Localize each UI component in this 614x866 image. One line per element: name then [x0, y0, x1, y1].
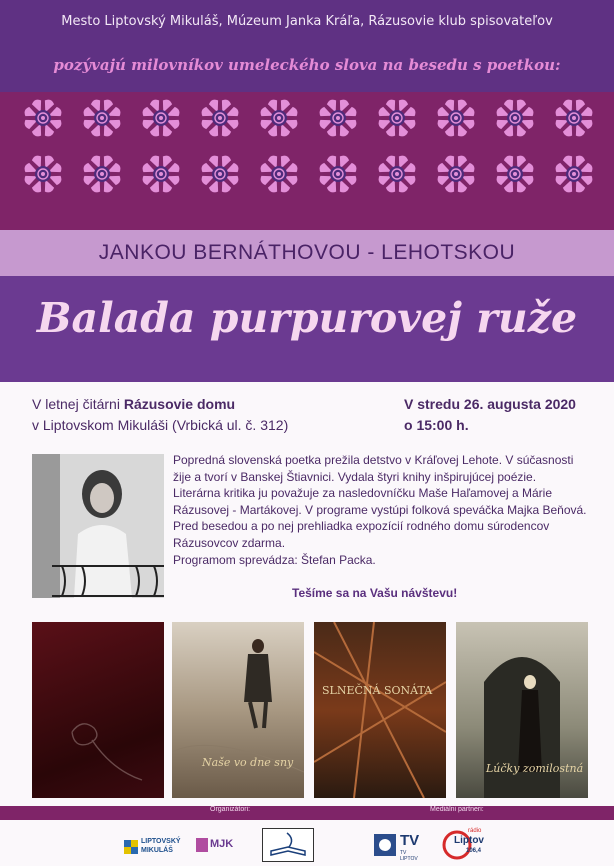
flower-ornament-icon	[82, 98, 122, 138]
poet-name-band	[0, 230, 614, 276]
tv-icon	[374, 834, 396, 856]
flower-ornament-icon	[82, 154, 122, 194]
book-cover-4	[456, 622, 588, 798]
logo-mikulas: MIKULÁŠ	[141, 847, 173, 854]
partners-label: Mediálni partneri:	[430, 806, 484, 813]
event-when	[404, 394, 576, 436]
bio-line: Popredná slovenská poetka prežila detstvo v Kráľovej Lehote. V súčasnosti	[173, 453, 574, 467]
radio-liptov-logo	[442, 828, 498, 862]
flower-ornament-icon	[554, 154, 594, 194]
flower-ornament-icon	[318, 98, 358, 138]
venue-line-2: v Liptovskom Mikuláši (Vrbická ul. č. 312)	[32, 417, 289, 433]
museum-icon	[196, 838, 208, 852]
book-quill-icon	[263, 829, 313, 861]
event-date: V stredu 26. augusta 2020	[404, 396, 576, 412]
cover-3-title: SLNEČNÁ SONÁTA	[322, 684, 433, 697]
flower-ornament-icon	[495, 98, 535, 138]
logo-tv-sub: TV LIPTOV	[400, 850, 418, 862]
city-flag-icon	[124, 840, 138, 854]
venue-line-1	[32, 394, 288, 415]
flower-ornament-icon	[436, 154, 476, 194]
flower-ornament-icon	[318, 154, 358, 194]
event-time: o 15:00 h.	[404, 417, 469, 433]
organizers-label: Organizátori:	[210, 806, 251, 813]
flower-ornament-icon	[141, 154, 181, 194]
logo-freq: 106,4	[466, 848, 482, 854]
cover-2-title: Naše vo dne sny	[202, 756, 294, 769]
venue-prefix: V letnej čitárni	[32, 396, 124, 412]
invitation-line: pozývajú milovníkov umeleckého slova na besedu s poetkou:	[53, 56, 561, 74]
organizers-line: Mesto Liptovský Mikuláš, Múzeum Janka Kráľa, Rázusovie klub spisovateľov	[61, 14, 553, 29]
title-band	[0, 276, 614, 382]
book-cover-2	[172, 622, 304, 798]
closing-line: Tešíme sa na Vašu návštevu!	[292, 586, 458, 600]
flower-ornament-icon	[554, 98, 594, 138]
razusovci-logo	[262, 828, 314, 862]
bio-line: Rázusovcov zdarma.	[173, 535, 286, 550]
flower-ornament-icon	[259, 98, 299, 138]
poet-photo	[32, 454, 164, 598]
logo-radio: rádio	[468, 828, 482, 834]
poet-bio	[173, 452, 593, 568]
flower-ornament-icon	[23, 98, 63, 138]
flower-ornament-band	[0, 92, 614, 230]
flower-ornament-icon	[377, 154, 417, 194]
flower-ornament-icon	[23, 154, 63, 194]
flower-ornament-icon	[200, 154, 240, 194]
venue-building: Rázusovie domu	[123, 396, 236, 412]
event-title: Balada purpurovej ruže	[36, 294, 578, 342]
logo-liptovsky: LIPTOVSKÝ	[141, 838, 181, 845]
footer-band	[0, 806, 614, 820]
book-cover-1	[32, 622, 164, 798]
logo-liptov: Liptov	[454, 835, 484, 846]
bio-line: Pred besedou a po nej prehliadka expozícií rodného domu súrodencov	[173, 519, 550, 534]
flower-ornament-icon	[259, 154, 299, 194]
book-cover-3	[314, 622, 446, 798]
logo-mjk: MJK	[210, 838, 234, 850]
flower-ornament-icon	[436, 98, 476, 138]
logo-tv: TV	[400, 832, 420, 849]
flower-ornament-icon	[377, 98, 417, 138]
venue-info	[32, 394, 288, 436]
cover-4-title: Lúčky zomilostná	[486, 762, 584, 775]
poet-name: JANKOU BERNÁTHOVOU - LEHOTSKOU	[98, 241, 516, 264]
bio-line: Programom sprevádza: Štefan Packa.	[173, 552, 376, 567]
flower-ornament-icon	[141, 98, 181, 138]
header-band	[0, 0, 614, 92]
bio-line: žije a tvorí v Banskej Štiavnici. Vydala štyri knihy inšpirujúcej poézie.	[173, 469, 537, 484]
flower-ornament-icon	[200, 98, 240, 138]
bio-line: Rázusovej - Martákovej. V programe vystúpi folková speváčka Majka Beňová.	[173, 502, 587, 517]
flower-ornament-icon	[495, 154, 535, 194]
bio-line: Literárna kritika ju považuje za nasledovníčku Maše Haľamovej a Márie	[173, 486, 553, 501]
